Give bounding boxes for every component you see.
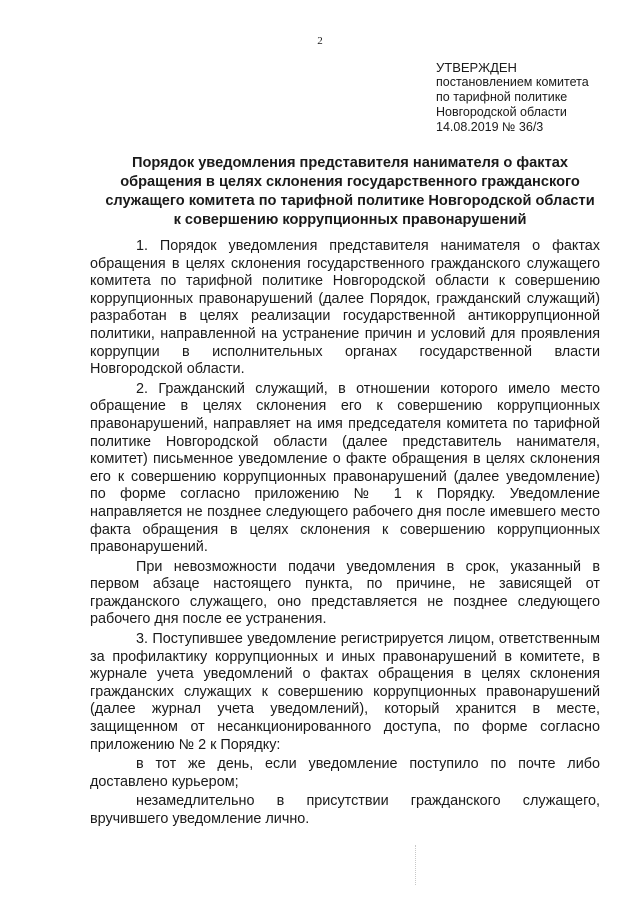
paragraph-3-item-1: в тот же день, если уведомление поступило по почте либо доставлено курьером; [90, 756, 600, 790]
paragraph-3: 3. Поступившее уведомление регистрируется лицом, ответственным за профилактику коррупционных и иных правонарушений в комитете, в журнале учета уведомлений о фактах обращения в целях склонения гражданских служащих к совершению коррупционных правонарушений (далее журнал учета уведомлений), который хранится в месте, защищенном от несанкционированного доступа, по форме согласно приложению № 2 к Порядку: [90, 631, 600, 753]
document-body [90, 238, 600, 829]
paragraph-3-item-2: незамедлительно в присутствии гражданского служащего, вручившего уведомление лично. [90, 793, 600, 827]
paragraph-2: 2. Гражданский служащий, в отношении которого имело место обращение в целях склонения его к совершению коррупционных правонарушений, направляет на имя председателя комитета по тарифной политике Новгородской области (далее представитель нанимателя, комитет) письменное уведомление о факте обращения в целях склонения его к совершению коррупционных правонарушений (далее уведомление) по форме согласно приложению № 1 к Порядку. Уведомление направляется не позднее следующего рабочего дня после имевшего место факта обращения в целях склонения к совершению коррупционных правонарушений. [90, 380, 600, 556]
approval-date-number: 14.08.2019 № 36/3 [436, 120, 544, 134]
paragraph-2-note: При невозможности подачи уведомления в срок, указанный в первом абзаце настоящего пункта, по причине, не зависящей от гражданского служащего, оно представляется не позднее следующего рабочего дня после ее устранения. [90, 558, 600, 628]
document-title: Порядок уведомления представителя нанимателя о фактах обращения в целях склонения государственного гражданского служащего комитета по тарифной политике Новгородской области к совершению коррупционных правонарушений [105, 155, 595, 228]
scan-artifact [415, 845, 418, 885]
page-number: 2 [317, 35, 323, 47]
approval-line: постановлением комитета [436, 75, 589, 89]
paragraph-1: 1. Порядок уведомления представителя нанимателя о фактах обращения в целях склонения государственного гражданского служащего комитета по тарифной политике Новгородской области к совершению коррупционных правонарушений (далее Порядок, гражданский служащий) разработан в целях реализации государственной антикоррупционной политики, направленной на устранение причин и условий для проявления коррупции в исполнительных органах государственной власти Новгородской области. [90, 238, 600, 378]
approval-heading: УТВЕРЖДЕН [436, 60, 517, 75]
approval-line: по тарифной политике [436, 90, 568, 104]
approval-stamp [436, 60, 589, 135]
approval-line: Новгородской области [436, 105, 567, 119]
